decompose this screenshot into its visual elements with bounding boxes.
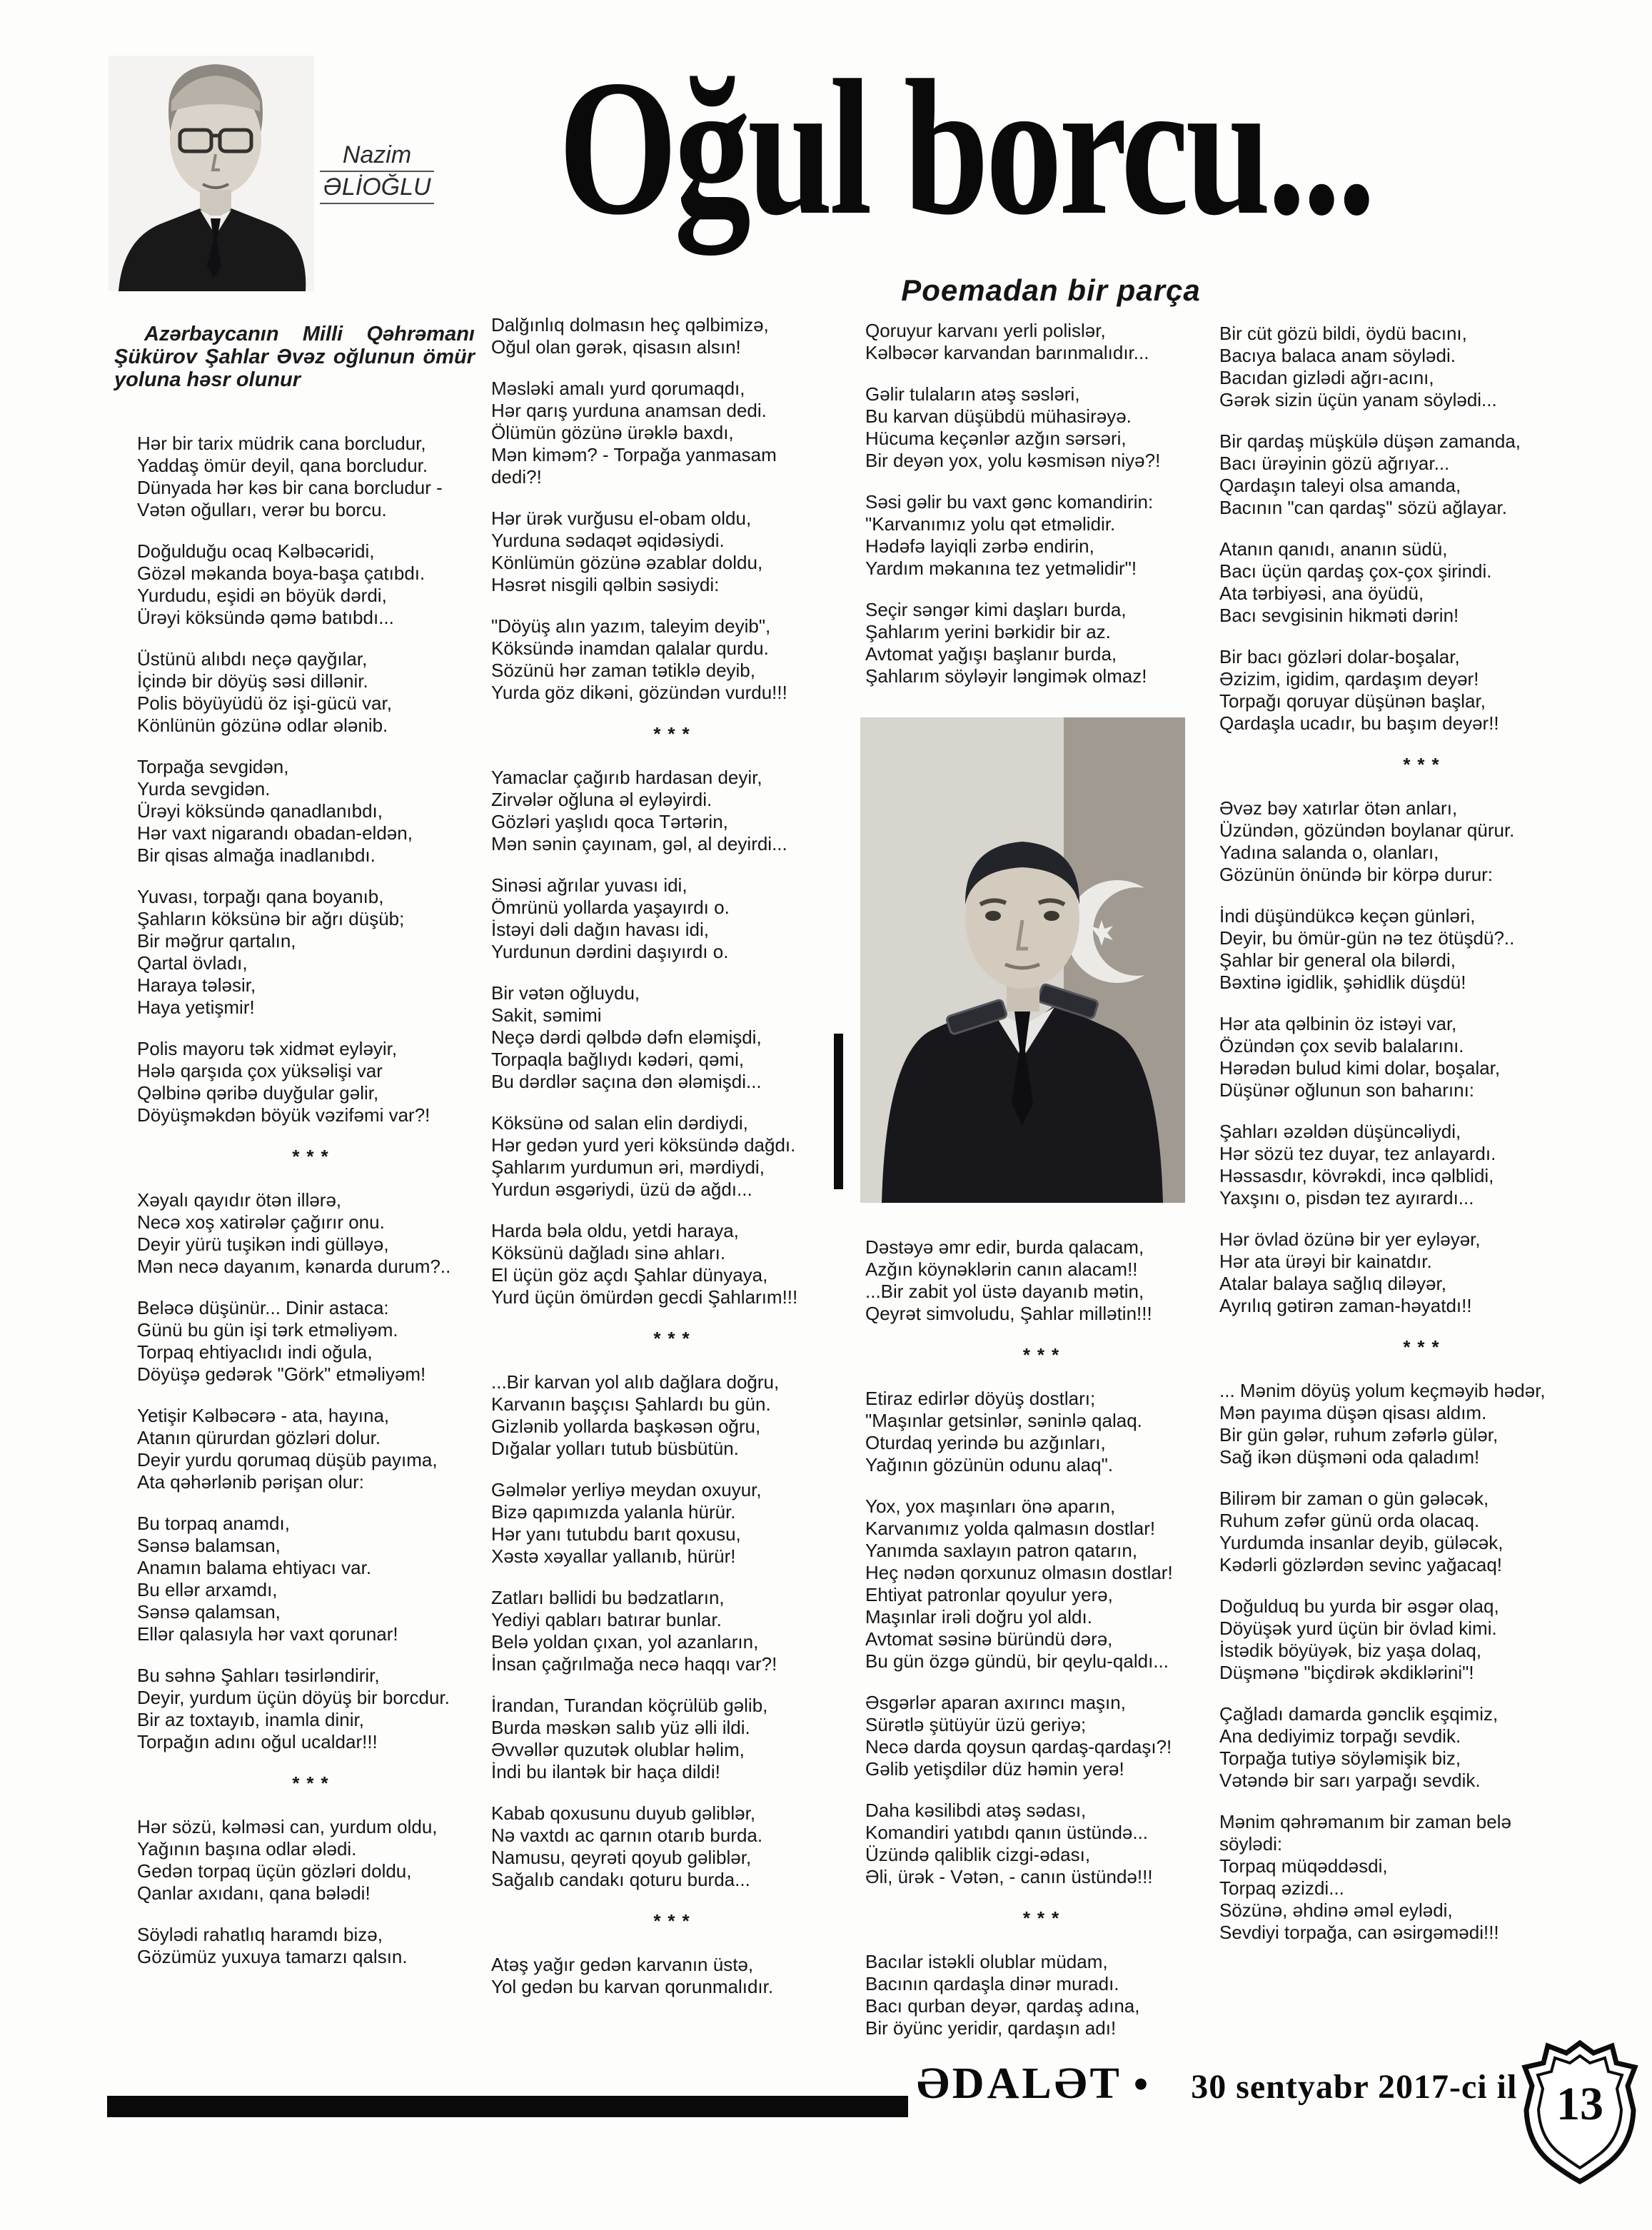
poem-line: Qardaşla ucadır, bu başım deyər!! <box>1219 712 1499 734</box>
poem-line: Yurdudu, eşidi ən böyük dərdi, <box>137 585 387 606</box>
poem-line: Ürəyi köksündə qəmə batıbdı... <box>137 607 394 628</box>
stanza <box>491 314 852 358</box>
stanza-separator: *** <box>1022 1907 1067 1929</box>
poem-line: Doğulduğu ocaq Kəlbəcəridi, <box>137 540 375 562</box>
footer-bullet-icon: • <box>1133 2061 1149 2107</box>
stanza <box>491 1954 852 1998</box>
column-divider <box>834 1034 843 1189</box>
poem-line: Könlümün gözünə əzablar doldu, <box>491 552 763 573</box>
poem-line: Bir qisas almağa inadlanıbdı. <box>137 844 376 866</box>
poem-line: Bu karvan düşübdü mühasirəyə. <box>865 405 1132 427</box>
poem-line: Köksünə od salan elin dərdiydi, <box>491 1112 748 1134</box>
poem-line: Heç nədən qorxunuz olmasın dostlar! <box>865 1562 1173 1583</box>
poem-line: Bacı üçün qardaş çox-çox şirindi. <box>1219 560 1492 582</box>
poem-line: Yadına salanda o, olanları, <box>1219 842 1439 863</box>
poem-line: Sənsə qalamsan, <box>137 1601 281 1623</box>
poem-line: Bacı ürəyinin gözü ağrıyar... <box>1219 453 1450 474</box>
poem-line: Namusu, qeyrəti qoyub gəliblər, <box>491 1847 752 1868</box>
poem-line: İrandan, Turandan köçrülüb gəlib, <box>491 1695 768 1716</box>
stanza <box>1219 430 1623 519</box>
stanza <box>865 383 1217 472</box>
stanza-separator: *** <box>1403 1336 1446 1358</box>
poem-line: Yaxşını o, pisdən tez ayırardı... <box>1219 1187 1474 1209</box>
poem-line: İstədik böyüyək, biz yaşa dolaq, <box>1219 1640 1482 1661</box>
poem-line: Bu torpaq anamdı, <box>137 1513 290 1534</box>
poem-line: Vətəndə bir sarı yarpağı sevdik. <box>1219 1770 1481 1791</box>
page-number-badge <box>1519 2039 1641 2189</box>
stanza <box>865 1495 1217 1672</box>
stanza-separator: *** <box>653 1910 697 1932</box>
poem-line: Bir gün gələr, ruhum zəfərlə gülər, <box>1219 1424 1499 1446</box>
stanza <box>137 886 483 1019</box>
poem-line: Torpaq müqəddəsdi, <box>1219 1855 1388 1877</box>
poem-line: Mən sənin çayınam, gəl, al deyirdi... <box>491 833 787 854</box>
soldier-portrait-image <box>860 717 1185 1203</box>
poem-line: Yaddaş ömür deyil, qana borcludur. <box>137 455 428 476</box>
poem-line: Bacı sevgisinin hikməti dərin! <box>1219 605 1459 626</box>
poem-line: Düşünər oğlunun son baharını: <box>1219 1079 1475 1101</box>
author-first-name: Nazim <box>320 140 434 172</box>
stanza-separator: *** <box>653 723 697 745</box>
author-name <box>320 140 434 204</box>
poem-line: Deyir, bu ömür-gün nə tez ötüşdü?.. <box>1219 927 1515 949</box>
author-portrait-image <box>109 56 314 291</box>
poem-line: Şahlar bir general ola bilərdi, <box>1219 949 1456 971</box>
poem-line: Şahlarım yurdumun əri, mərdiydi, <box>491 1156 765 1178</box>
poem-line: Ölümün gözünə ürəklə baxdı, <box>491 422 734 443</box>
poem-line: Gəlir tulaların atəş səsləri, <box>865 383 1080 405</box>
poem-line: Karvanın başçısı Şahlardı bu gün. <box>491 1393 771 1415</box>
stanza <box>1219 1488 1623 1576</box>
poem-column-1 <box>137 433 483 1987</box>
poem-line: Hər övlad özünə bir yer eyləyər, <box>1219 1228 1481 1250</box>
poem-line: Əzizim, igidim, qardaşım deyər! <box>1219 668 1479 690</box>
newspaper-masthead: ƏDALƏT <box>917 2059 1122 2108</box>
stanza-separator: *** <box>653 1328 697 1349</box>
poem-line: Yurdunun dərdini daşıyırdı o. <box>491 941 729 962</box>
poem-line: Gəlib yetişdilər düz həmin yerə! <box>865 1758 1124 1780</box>
poem-line: Məsləki amalı yurd qorumaqdı, <box>491 378 745 399</box>
page-title: Oğul borcu... <box>558 40 1373 255</box>
poem-line: Yamaclar çağırıb hardasan deyir, <box>491 767 762 788</box>
poem-line: Etiraz edirlər döyüş dostları; <box>865 1388 1096 1409</box>
poem-line: Şahları əzəldən düşüncəliydi, <box>1219 1121 1461 1142</box>
stanza <box>137 1513 483 1645</box>
poem-line: Bir öyünc yeridir, qardaşın adı! <box>865 2017 1117 2039</box>
poem-line: Atəş yağır gedən karvanın üstə, <box>491 1954 754 1975</box>
poem-line: İstəyi dəli dağın havası idi, <box>491 919 709 940</box>
poem-line: söylədi: <box>1219 1833 1283 1855</box>
poem-line: İnsan çağrılmağa necə haqqı var?! <box>491 1653 777 1675</box>
poem-line: Mən payıma düşən qisası aldım. <box>1219 1402 1487 1423</box>
poem-line: Ürəyi köksündə qanadlanıbdı, <box>137 800 383 822</box>
poem-line: Atalar balaya sağlıq diləyər, <box>1219 1273 1446 1294</box>
poem-line: Daha kəsilibdi atəş sədası, <box>865 1800 1087 1821</box>
poem-line: Səsi gəlir bu vaxt gənc komandirin: <box>865 491 1154 513</box>
poem-line: Gözünün önündə bir körpə durur: <box>1219 864 1494 885</box>
stanza <box>1219 1811 1623 1944</box>
poem-line: Avtomat yağışı başlanır burda, <box>865 643 1117 665</box>
poem-line: Yox, yox maşınları önə aparın, <box>865 1495 1116 1517</box>
stanza <box>491 1371 852 1460</box>
poem-line: Gərək sizin üçün yanam söylədi... <box>1219 389 1497 410</box>
poem-line: Köksünü dağladı sinə ahları. <box>491 1242 726 1263</box>
stanza-separator: *** <box>1403 754 1446 775</box>
poem-column-2 <box>491 314 852 2017</box>
poem-line: Kəlbəcər karvandan barınmalıdır... <box>865 342 1149 363</box>
poem-line: Atanın qürurdan gözləri dolur. <box>137 1427 381 1448</box>
poem-line: Mənim qəhrəmanım bir zaman belə <box>1219 1811 1511 1832</box>
poem-line: Qoruyur karvanı yerli polislər, <box>865 320 1106 341</box>
poem-line: Torpaq əzizdi... <box>1219 1877 1344 1899</box>
poem-line: Haya yetişmir! <box>137 997 255 1018</box>
poem-line: Üstünü alıbdı neçə qayğılar, <box>137 648 368 670</box>
poem-line: Bilirəm bir zaman o gün gələcək, <box>1219 1488 1489 1509</box>
poem-line: Şahlarım söyləyir ləngimək olmaz! <box>865 665 1147 687</box>
poem-line: Bir az toxtayıb, inamla dinir, <box>137 1709 364 1730</box>
stanza <box>1219 1121 1623 1209</box>
poem-line: Yardım məkanına tez yetməlidir"! <box>865 558 1137 579</box>
poem-line: Yurd üçün ömürdən gecdi Şahlarım!!! <box>491 1286 798 1308</box>
poem-line: Qartal övladı, <box>137 952 248 974</box>
poem-line: Komandiri yatıbdı qanın üstündə... <box>865 1822 1149 1843</box>
stanza <box>865 599 1217 687</box>
stanza <box>1219 646 1623 735</box>
stanza <box>491 982 852 1093</box>
poem-line: Əvəz bəy xatırlar ötən anları, <box>1219 797 1458 819</box>
poem-line: Hər bir tarix müdrik cana borcludur, <box>137 433 426 454</box>
poem-line: İndi bu ilantək bir haça dildi! <box>491 1761 720 1782</box>
poem-line: Günü bu gün işi tərk etməliyəm. <box>137 1319 398 1341</box>
poem-line: Ayrılıq gətirən zaman-həyatdı!! <box>1219 1295 1472 1316</box>
poem-line: Ata qəhərlənib pərişan olur: <box>137 1471 364 1493</box>
poem-line: Oturdaq yerində bu azğınları, <box>865 1432 1106 1453</box>
dedication-text: Azərbaycanın Milli Qəhrəmanı Şükürov Şahlar Əvəz oğlunun ömür yoluna həsr olunur <box>114 323 475 391</box>
poem-line: Torpağa tutiyə söyləmişik biz, <box>1219 1747 1461 1769</box>
poem-line: Hücuma keçənlər azğın sərsəri, <box>865 428 1127 449</box>
poem-line: Bəxtinə igidlik, şəhidlik düşdü! <box>1219 972 1466 993</box>
poem-line: Şahlarım yerini bərkidir bir az. <box>865 621 1111 642</box>
poem-line: Ruhum zəfər günü orda olacaq. <box>1219 1510 1480 1531</box>
stanza <box>1219 323 1623 411</box>
poem-line: Yağının gözünün odunu alaq". <box>865 1454 1114 1475</box>
poem-line: Bu dərdlər saçına dən ələmişdi... <box>491 1071 762 1092</box>
stanza <box>137 433 483 521</box>
stanza <box>137 1924 483 1968</box>
poem-line: Vətən oğulları, verər bu borcu. <box>137 499 387 520</box>
poem-line: Yuvası, torpağı qana boyanıb, <box>137 886 384 907</box>
stanza <box>491 1802 852 1891</box>
poem-line: Qardaşın taleyi olsa amanda, <box>1219 475 1461 496</box>
poem-line: Necə xoş xatirələr çağırır onu. <box>137 1211 385 1233</box>
poem-line: Ata tərbiyəsi, ana öyüdü, <box>1219 582 1424 604</box>
poem-line: Oğul olan gərək, qisasın alsın! <box>491 336 741 358</box>
poem-line: Sözünə, əhdinə əməl eylədi, <box>1219 1899 1453 1921</box>
poem-line: Bu səhnə Şahları təsirləndirir, <box>137 1665 380 1686</box>
poem-line: Döyüşək yurd üçün bir övlad kimi. <box>1219 1618 1497 1639</box>
poem-line: El üçün göz açdı Şahlar dünyaya, <box>491 1264 768 1286</box>
poem-line: Döyüşə gedərək "Görk" etməliyəm! <box>137 1363 426 1385</box>
poem-line: Yağının başına odlar ələdi. <box>137 1838 357 1860</box>
poem-line: Bir cüt gözü bildi, öydü bacını, <box>1219 323 1467 344</box>
stanza <box>1219 1595 1623 1684</box>
poem-line: Seçir səngər kimi daşları burda, <box>865 599 1127 620</box>
stanza-separator: *** <box>1022 1344 1067 1366</box>
stanza <box>865 1236 1217 1325</box>
poem-line: Torpaqla bağlıydı kədəri, qəmi, <box>491 1049 745 1070</box>
poem-line: Qeyrət simvoludu, Şahlar millətin!!! <box>865 1303 1152 1324</box>
stanza <box>137 1189 483 1278</box>
poem-line: Hər ata qəlbinin öz istəyi var, <box>1219 1013 1457 1034</box>
poem-line: Həsrət nisgili qəlbin səsiydi: <box>491 574 720 595</box>
stanza <box>1219 797 1623 886</box>
poem-line: İndi düşündükcə keçən günləri, <box>1219 905 1476 927</box>
stanza <box>865 1388 1217 1476</box>
poem-line: Qəlbinə qəribə duyğular gəlir, <box>137 1082 379 1104</box>
poem-line: Anamın balama ehtiyacı var. <box>137 1557 372 1578</box>
stanza <box>137 540 483 629</box>
poem-line: Neçə dərdi qəlbdə dəfn eləmişdi, <box>491 1026 762 1048</box>
poem-line: Qanlar axıdanı, qana bələdi! <box>137 1882 371 1904</box>
poem-line: Bacının qardaşla dinər muradı. <box>865 1973 1119 1994</box>
poem-line: Haraya tələsir, <box>137 974 256 996</box>
poem-line: Ehtiyat patronlar qoyulur yerə, <box>865 1584 1113 1605</box>
poem-line: Üzündən, gözündən boylanar qürur. <box>1219 819 1515 841</box>
poem-line: Ana dediyimiz torpağı sevdik. <box>1219 1725 1461 1747</box>
poem-line: Sevdiyi torpağa, can əsirgəmədi!!! <box>1219 1922 1499 1943</box>
stanza <box>491 1112 852 1201</box>
poem-line: Yurduna sədaqət əqidəsiydi. <box>491 530 725 551</box>
poem-line: Şahların köksünə bir ağrı düşüb; <box>137 908 405 929</box>
poem-line: Polis böyüyüdü öz işi-gücü var, <box>137 692 392 714</box>
stanza <box>137 1038 483 1126</box>
poem-line: Torpağı qoruyar düşünən başlar, <box>1219 690 1486 712</box>
poem-line: Dəstəyə əmr edir, burda qalacam, <box>865 1236 1144 1258</box>
poem-line: Yetişir Kəlbəcərə - ata, hayına, <box>137 1405 390 1426</box>
stanza <box>137 1816 483 1904</box>
poem-line: Söylədi rahatlıq haramdı bizə, <box>137 1924 383 1945</box>
poem-line: Hərədən bulud kimi dolar, boşalar, <box>1219 1057 1501 1079</box>
stanza <box>491 508 852 596</box>
stanza-separator: *** <box>292 1772 336 1794</box>
poem-line: Hər gedən yurd yeri köksündə dağdı. <box>491 1134 796 1156</box>
poem-line: ...Bir karvan yol alıb dağlara doğru, <box>491 1371 780 1393</box>
poem-line: Xəyalı qayıdır ötən illərə, <box>137 1189 342 1211</box>
poem-line: Zatları bəllidi bu bədzatların, <box>491 1587 725 1608</box>
poem-line: Bacının "can qardaş" sözü ağlayar. <box>1219 497 1507 518</box>
poem-line: Gizlənib yollarda başkəsən oğru, <box>491 1416 761 1437</box>
stanza <box>1219 905 1623 994</box>
poem-line: Karvanımız yolda qalmasın dostlar! <box>865 1518 1156 1539</box>
poem-line: Mən kiməm? - Torpağa yanmasam <box>491 444 777 465</box>
poem-line: Polis mayoru tək xidmət eyləyir, <box>137 1038 398 1059</box>
poem-line: Harda bəla oldu, yetdi haraya, <box>491 1220 739 1241</box>
poem-line: Sağalıb candakı qoturu burda... <box>491 1869 750 1890</box>
poem-line: Deyir yürü tuşikən indi gülləyə, <box>137 1233 389 1255</box>
poem-line: Atanın qanıdı, ananın südü, <box>1219 538 1448 560</box>
poem-line: Zirvələr oğluna əl eyləyirdi. <box>491 789 712 810</box>
poem-line: Yurda sevgidən. <box>137 778 271 799</box>
poem-line: Azğın köynəklərin canın alacam!! <box>865 1258 1138 1280</box>
issue-date: 30 sentyabr 2017-ci il <box>1191 2068 1518 2106</box>
poem-line: Deyir, yurdum üçün döyüş bir borcdur. <box>137 1687 450 1708</box>
poem-line: Hədəfə layiqli zərbə endirin, <box>865 535 1094 557</box>
poem-line: Sənsə balamsan, <box>137 1535 281 1556</box>
poem-line: Torpağın adını oğul ucaldar!!! <box>137 1731 378 1752</box>
stanza <box>865 1692 1217 1780</box>
stanza <box>491 1695 852 1783</box>
stanza-separator: *** <box>292 1146 336 1167</box>
stanza <box>1219 1013 1623 1101</box>
poem-line: Hər sözü, kəlməsi can, yurdum oldu, <box>137 1816 438 1837</box>
poem-line: dedi?! <box>491 466 542 488</box>
stanza <box>491 1587 852 1675</box>
poem-line: Bir deyən yox, yolu kəsmisən niyə?! <box>865 450 1161 471</box>
footer <box>917 2059 1517 2109</box>
poem-line: İçində bir döyüş səsi dillənir. <box>137 670 368 692</box>
poem-line: Hər vaxt nigarandı obadan-eldən, <box>137 822 413 844</box>
author-last-name: ƏLİOĞLU <box>320 172 434 204</box>
poem-line: Dalğınlıq dolmasın heç qəlbimizə, <box>491 314 769 335</box>
poem-line: Əli, ürək - Vətən, - canın üstündə!!! <box>865 1866 1153 1887</box>
poem-line: Torpaq ehtiyaclıdı indi oğula, <box>137 1341 373 1363</box>
stanza <box>137 1665 483 1753</box>
poem-line: Xəstə xəyallar yallanıb, hürür! <box>491 1545 736 1567</box>
poem-line: Bizə qapımızda yalanla hürür. <box>491 1501 736 1523</box>
stanza <box>491 767 852 855</box>
poem-line: Gedən torpaq üçün gözləri doldu, <box>137 1860 412 1882</box>
poem-line: Köksündə inamdan qalalar qurdu. <box>491 637 769 659</box>
poem-line: ...Bir zabit yol üstə dayanıb mətin, <box>865 1281 1144 1302</box>
footer-rule <box>107 2096 908 2117</box>
poem-line: Torpağa sevgidən, <box>137 756 289 777</box>
poem-line: Belə yoldan çıxan, yol azanların, <box>491 1631 759 1653</box>
stanza <box>491 615 852 704</box>
poem-line: Bu ellər arxamdı, <box>137 1579 278 1600</box>
poem-line: Yurdumda insanlar deyib, güləcək, <box>1219 1532 1504 1553</box>
poem-line: Əsgərlər aparan axırıncı maşın, <box>865 1692 1126 1713</box>
poem-line: Sürətlə şütüyür üzü geriyə; <box>865 1714 1087 1735</box>
poem-line: Döyüşməkdən böyük vəzifəmi var?! <box>137 1104 430 1126</box>
page-number: 13 <box>1556 2078 1603 2130</box>
poem-line: Çağladı damarda gənclik eşqimiz, <box>1219 1703 1499 1725</box>
poem-line: Sakit, səmimi <box>491 1004 602 1026</box>
poem-line: Gözəl məkanda boya-başa çatıbdı. <box>137 562 425 584</box>
poem-line: Yediyi qabları batırar bunlar. <box>491 1609 722 1630</box>
stanza <box>1219 538 1623 627</box>
soldier-photo <box>860 717 1185 1206</box>
poem-line: Sözünü hər zaman tətiklə deyib, <box>491 660 755 681</box>
poem-line: Kədərli gözlərdən sevinc yağacaq! <box>1219 1554 1503 1575</box>
poem-line: Gözümüz yuxuya tamarzı qalsın. <box>137 1946 408 1967</box>
stanza <box>491 1220 852 1308</box>
poem-line: Bacılar istəkli olublar müdam, <box>865 1951 1108 1972</box>
poem-line: Gözləri yaşlıdı qoca Tərtərin, <box>491 811 728 832</box>
poem-line: Ömrünü yollarda yaşayırdı o. <box>491 897 730 918</box>
poem-line: Dığalar yolları tutub büsbütün. <box>491 1438 739 1459</box>
poem-line: Hər ürək vurğusu el-obam oldu, <box>491 508 752 529</box>
poem-line: Doğulduq bu yurda bir əsgər olaq, <box>1219 1595 1499 1617</box>
poem-line: Yol gedən bu karvan qorunmalıdır. <box>491 1976 774 1997</box>
poem-line: Hələ qarşıda çox yüksəlişi var <box>137 1060 383 1081</box>
poem-line: Üzündə qaliblik cizgi-ədası, <box>865 1844 1091 1865</box>
stanza <box>865 320 1217 364</box>
author-photo <box>109 56 314 295</box>
poem-line: Gəlmələr yerliyə meydan oxuyur, <box>491 1479 762 1500</box>
poem-line: Bacı qurban deyər, qardaş adına, <box>865 1995 1140 2017</box>
poem-line: Düşmənə "biçdirək əkdiklərini"! <box>1219 1662 1474 1683</box>
stanza <box>491 1479 852 1568</box>
stanza <box>137 1405 483 1493</box>
poem-line: Bacıya balaca anam söylədi. <box>1219 345 1456 366</box>
poem-line: Hər qarış yurduna anamsan dedi. <box>491 400 767 421</box>
stanza <box>1219 1228 1623 1317</box>
poem-line: ... Mənim döyüş yolum keçməyib hədər, <box>1219 1380 1546 1401</box>
poem-line: Özündən çox sevib balalarını. <box>1219 1035 1464 1056</box>
poem-line: Necə darda qoysun qardaş-qardaşı?! <box>865 1736 1172 1757</box>
poem-line: Könlünün gözünə odlar ələnib. <box>137 715 388 736</box>
poem-line: "Karvanımız yolu qət etməlidir. <box>865 513 1116 535</box>
poem-line: Yurdun əsgəriydi, üzü də ağdı... <box>491 1179 752 1200</box>
poem-line: Maşınlar irəli doğru yol aldı. <box>865 1606 1092 1628</box>
poem-line: Sağ ikən düşməni oda qaladım! <box>1219 1446 1480 1468</box>
poem-line: Bir məğrur qartalın, <box>137 930 296 952</box>
poem-line: Deyir yurdu qorumaq düşüb payıma, <box>137 1449 438 1470</box>
poem-line: Mən necə dayanım, kənarda durum?.. <box>137 1256 451 1277</box>
stanza <box>137 756 483 867</box>
poem-line: Beləcə düşünür... Dinir astaca: <box>137 1297 389 1318</box>
stanza <box>491 874 852 963</box>
stanza <box>491 378 852 488</box>
poem-line: "Döyüş alın yazım, taleyim deyib", <box>491 615 771 637</box>
stanza <box>865 1800 1217 1888</box>
poem-line: Yanımda saxlayın patron qatarın, <box>865 1540 1138 1561</box>
poem-line: Bir vətən oğluydu, <box>491 982 640 1004</box>
stanza <box>865 1951 1217 2039</box>
poem-line: Avtomat səsinə büründü dərə, <box>865 1628 1113 1650</box>
stanza <box>1219 1380 1623 1468</box>
poem-line: Hər ata ürəyi bir kainatdır. <box>1219 1251 1432 1272</box>
poem-line: Ellər qalasıyla hər vaxt qorunar! <box>137 1623 398 1645</box>
stanza <box>1219 1703 1623 1792</box>
stanza <box>137 1297 483 1386</box>
poem-line: Həssasdır, kövrəkdi, incə qəlblidi, <box>1219 1165 1494 1186</box>
poem-line: "Maşınlar getsinlər, səninlə qalaq. <box>865 1410 1142 1431</box>
stanza <box>865 491 1217 580</box>
poem-line: Bacıdan gizlədi ağrı-acını, <box>1219 367 1434 388</box>
poem-line: Yurda göz dikəni, gözündən vurdu!!! <box>491 682 787 703</box>
poem-line: Dünyada hər kəs bir cana borcludur - <box>137 477 443 498</box>
poem-line: Bir bacı gözləri dolar-boşalar, <box>1219 646 1460 667</box>
poem-column-4 <box>1219 323 1623 1963</box>
poem-line: Hər yanı tutubdu barıt qoxusu, <box>491 1523 741 1545</box>
poem-line: Burda məskən salıb yüz əlli ildi. <box>491 1717 750 1738</box>
poem-line: Bir qardaş müşkülə düşən zamanda, <box>1219 430 1521 452</box>
poem-line: Bu gün özgə gündü, bir qeylu-qaldı... <box>865 1650 1169 1672</box>
poem-line: Sinəsi ağrılar yuvası idi, <box>491 874 688 896</box>
poem-line: Nə vaxtdı ac qarnın otarıb burda. <box>491 1825 763 1846</box>
poem-line: Kabab qoxusunu duyub gəliblər, <box>491 1802 756 1824</box>
page-subtitle: Poemadan bir parça <box>901 273 1201 307</box>
poem-line: Hər sözü tez duyar, tez anlayardı. <box>1219 1143 1496 1164</box>
poem-line: Əvvəllər quzutək olublar həlim, <box>491 1739 745 1760</box>
stanza <box>137 648 483 737</box>
